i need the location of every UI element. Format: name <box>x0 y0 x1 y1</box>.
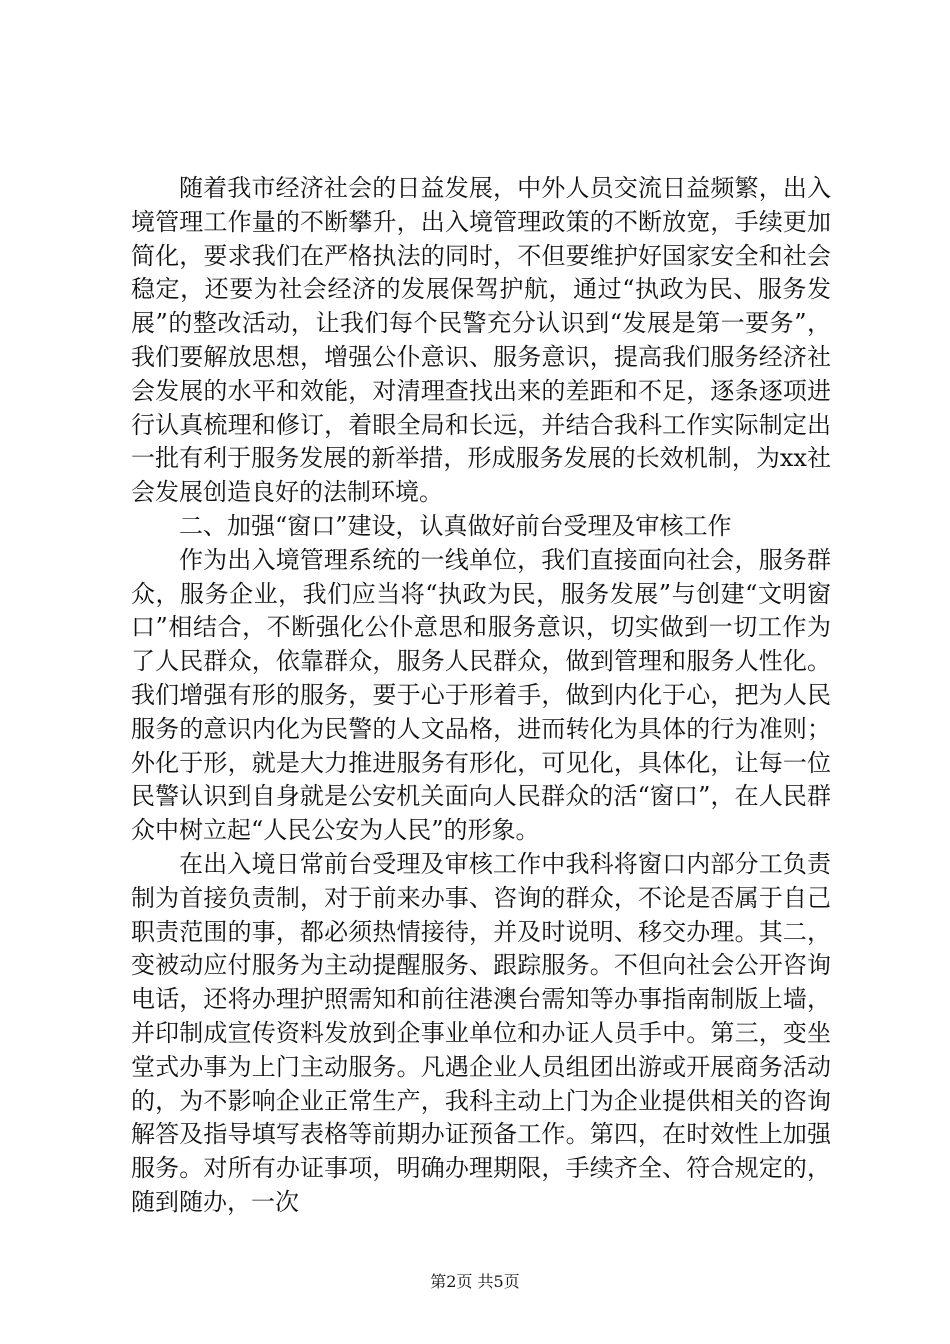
paragraph-front-desk: 在出入境日常前台受理及审核工作中我科将窗口内部分工负责制为首接负责制，对于前来办事、咨询的群众，不论是否属于自己职责范围的事，都必须热情接待，并及时说明、移交办理。其二，变被动应付服务为主动提醒服务、跟踪服务。不但向社会公开咨询电话，还将办理护照需知和前往港澳台需知等办事指南制版上墙，并印制成宣传资料发放到企事业单位和办证人员手中。第三，变坐堂式办事为上门主动服务。凡遇企业人员组团出游或开展商务活动的，为不影响企业正常生产，我科主动上门为企业提供相关的咨询解答及指导填写表格等前期办证预备工作。第四，在时效性上加强服务。对所有办证事项，明确办理期限，手续齐全、符合规定的，随到随办，一次 <box>131 849 831 1216</box>
document-body <box>131 172 831 1220</box>
page-number-footer: 第2页 共5页 <box>430 1272 520 1291</box>
section-heading: 二、加强“窗口”建设，认真做好前台受理及审核工作 <box>179 511 732 540</box>
paragraph-intro: 随着我市经济社会的日益发展，中外人员交流日益频繁，出入境管理工作量的不断攀升，出入境管理政策的不断放宽，手续更加简化，要求我们在严格执法的同时，不但要维护好国家安全和社会稳定，还要为社会经济的发展保驾护航，通过“执政为民、服务发展”的整改活动，让我们每个民警充分认识到“发展是第一要务”，我们要解放思想，增强公仆意识、服务意识，提高我们服务经济社会发展的水平和效能，对清理查找出来的差距和不足，逐条逐项进行认真梳理和修订，着眼全局和长远，并结合我科工作实际制定出一批有利于服务发展的新举措，形成服务发展的长效机制，为xx社会发展创造良好的法制环境。 <box>131 174 831 507</box>
paragraph-window-construction: 作为出入境管理系统的一线单位，我们直接面向社会，服务群众，服务企业，我们应当将“执政为民，服务发展”与创建“文明窗口”相结合，不断强化公仆意思和服务意识，切实做到一切工作为了人民群众，依靠群众，服务人民群众，做到管理和服务人性化。我们增强有形的服务，要于心于形着手，做到内化于心，把为人民服务的意识内化为民警的人文品格，进而转化为具体的行为准则；外化于形，就是大力推进服务有形化，可见化，具体化，让每一位民警认识到自身就是公安机关面向人民群众的活“窗口”，在人民群众中树立起“人民公安为人民”的形象。 <box>131 545 831 845</box>
